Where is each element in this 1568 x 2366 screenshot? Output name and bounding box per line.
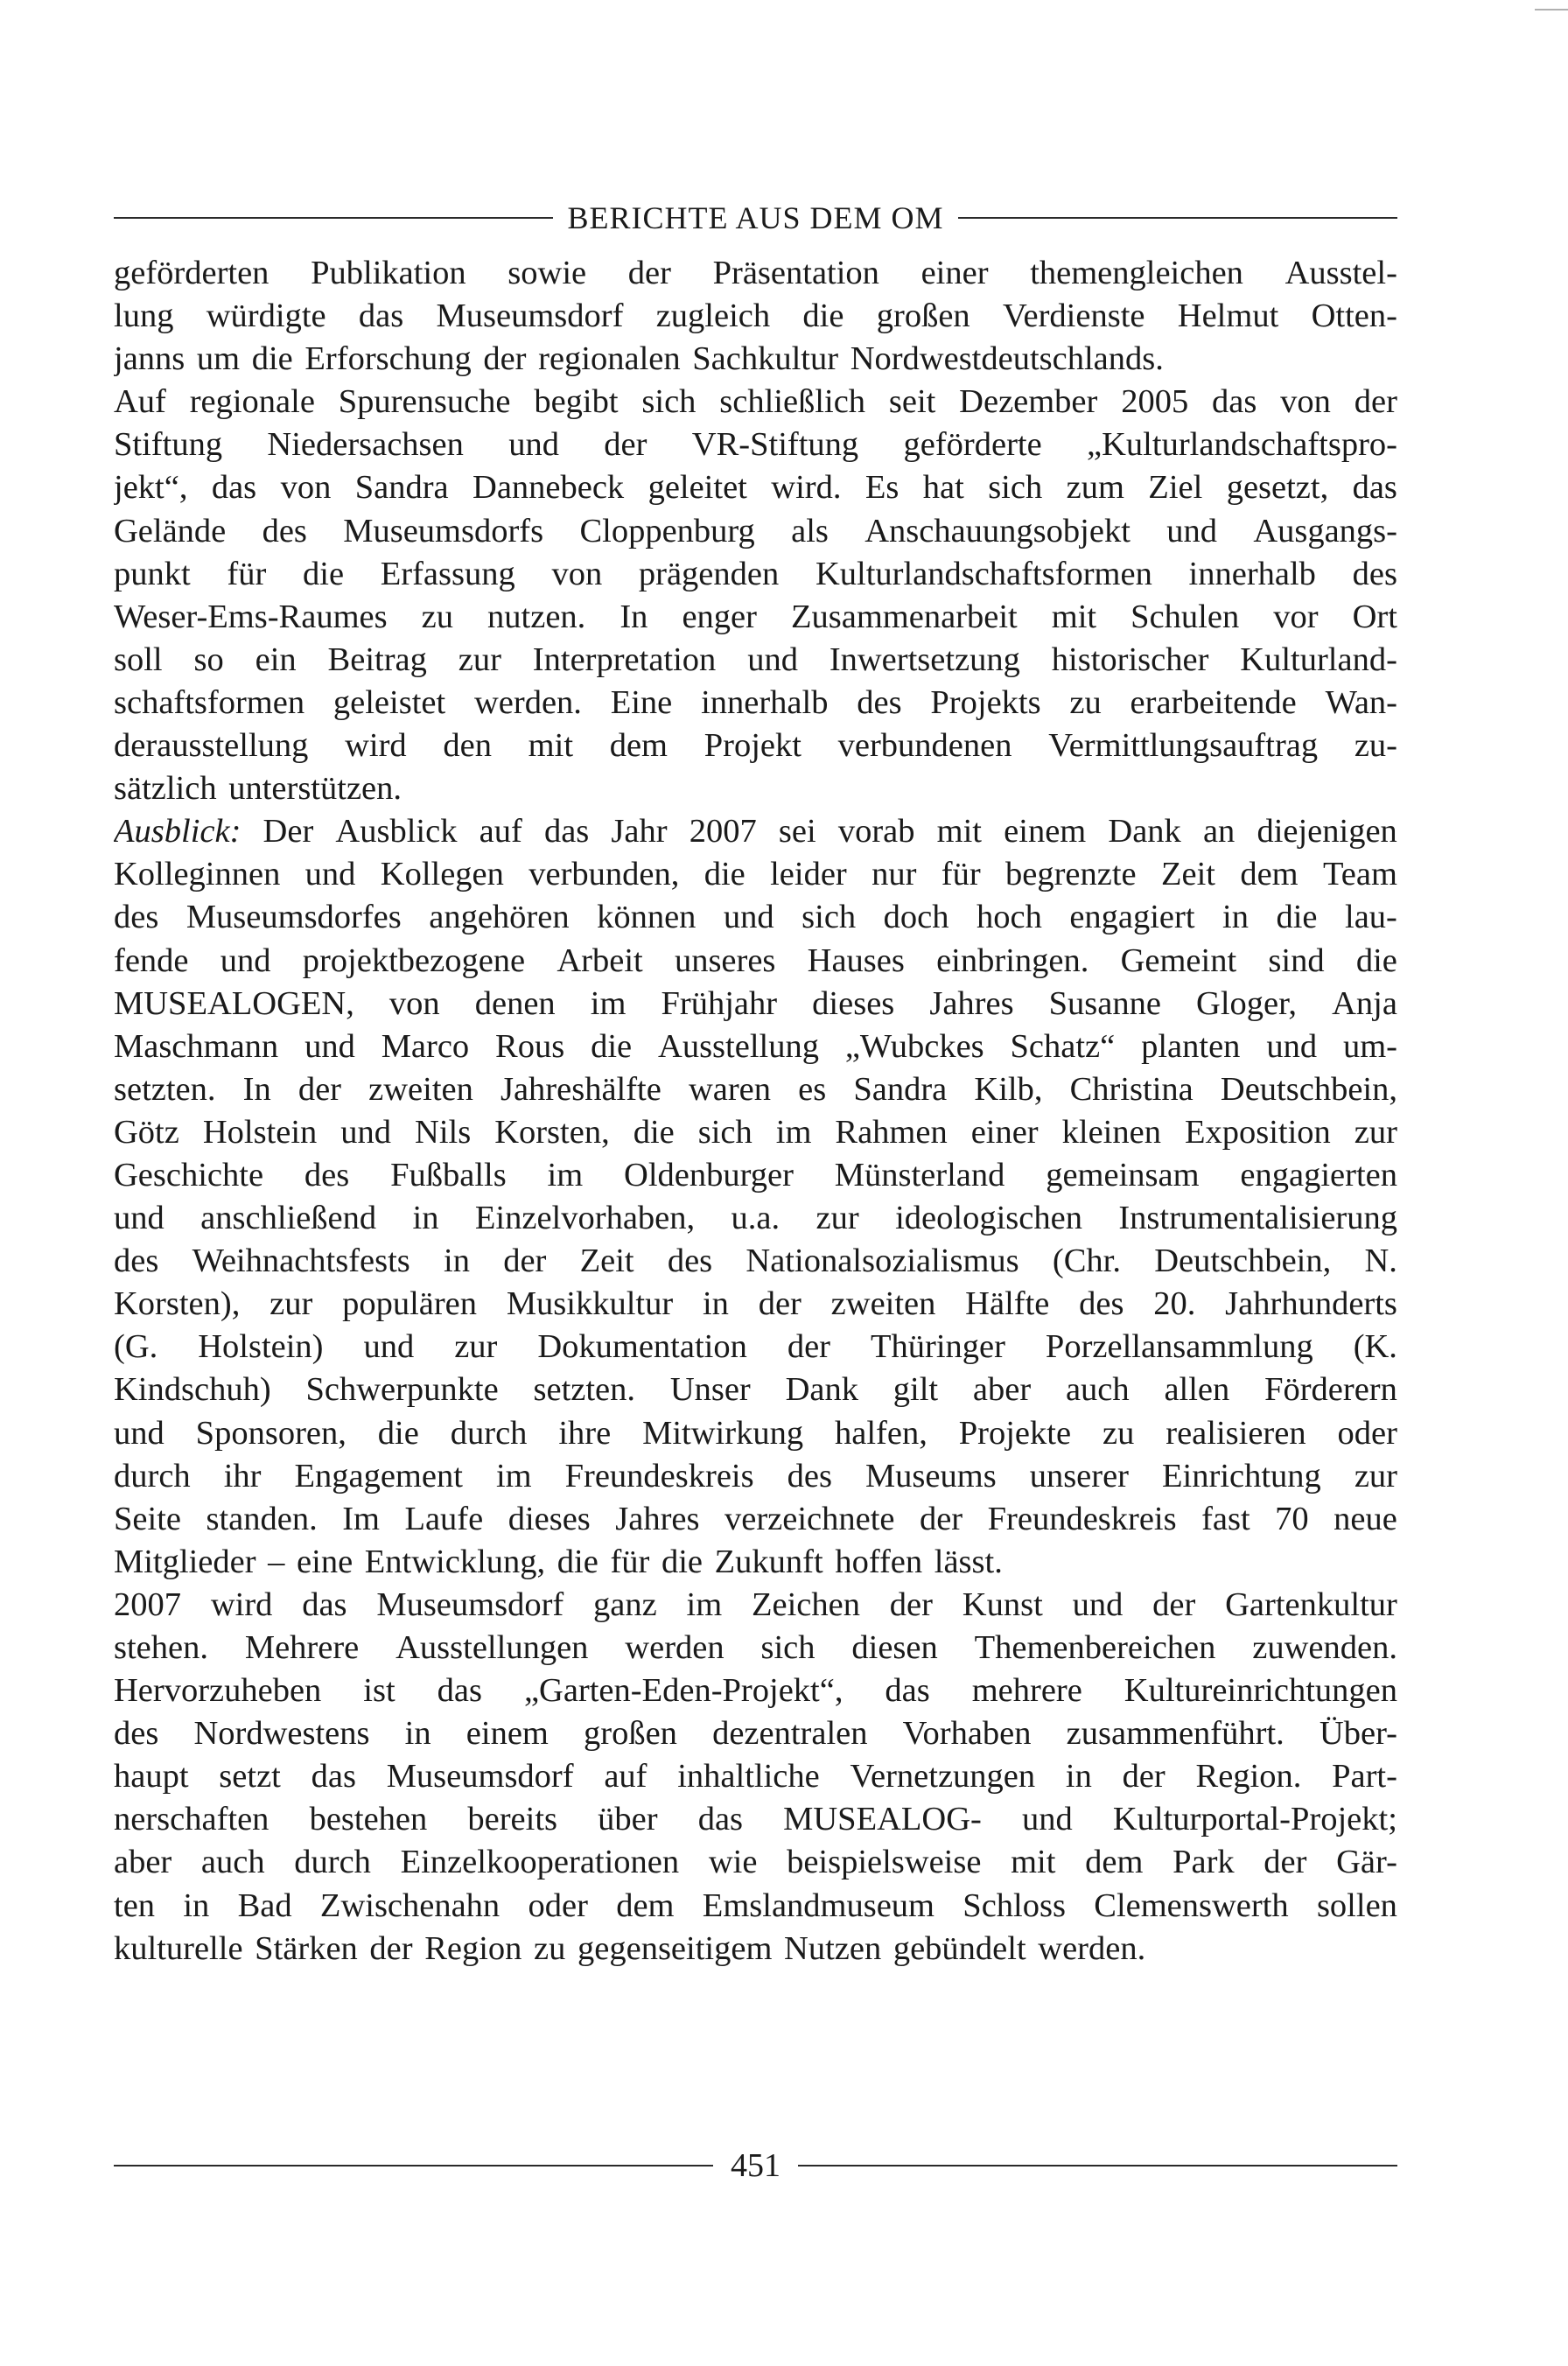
footer-rule-left [114,2165,713,2166]
text-line: setzten. In der zweiten Jahreshälfte waren es Sandra Kilb, Christina Deutschbein, [114,1070,1397,1108]
text-line: Kindschuh) Schwerpunkte setzten. Unser Dank gilt aber auch allen Förderern [114,1371,1397,1409]
text-line: sätzlich unterstützen. [114,770,402,808]
text-line: Kolleginnen und Kollegen verbunden, die leider nur für begrenzte Zeit dem Team [114,856,1397,893]
header-rule-right [958,217,1397,219]
text-line: janns um die Erforschung der regionalen Sachkultur Nordwestdeutschlands. [114,340,1164,378]
text-line: lung würdigte das Museumsdorf zugleich die großen Verdienste Helmut Otten- [114,298,1397,335]
text-line: ten in Bad Zwischenahn oder dem Emslandmuseum Schloss Clemenswerth sollen [114,1886,1397,1924]
text-line: Geschichte des Fußballs im Oldenburger Münsterland gemeinsam engagierten [114,1156,1397,1194]
text-line: soll so ein Beitrag zur Interpretation und Inwertsetzung historischer Kulturland- [114,640,1397,678]
text-line: nerschaften bestehen bereits über das MUSEALOG- und Kulturportal-Projekt; [114,1801,1397,1838]
text-line: Hervorzuheben ist das „Garten-Eden-Projekt“, das mehrere Kultureinrichtungen [114,1672,1397,1710]
text-line: Ausblick: Der Ausblick auf das Jahr 2007 sei vorab mit einem Dank an diejenigen [114,813,1397,850]
text-line: Götz Holstein und Nils Korsten, die sich im Rahmen einer kleinen Exposition zur [114,1113,1397,1151]
text-line: Auf regionale Spurensuche begibt sich schließlich seit Dezember 2005 das von der [114,383,1397,421]
text-line: Mitglieder – eine Entwicklung, die für die Zukunft hoffen lässt. [114,1543,1003,1580]
text-line: und Sponsoren, die durch ihre Mitwirkung halfen, Projekte zu realisieren oder [114,1414,1397,1452]
text-line: jekt“, das von Sandra Dannebeck geleitet wird. Es hat sich zum Ziel gesetzt, das [114,469,1397,507]
text-line: Maschmann und Marco Rous die Ausstellung „Wubckes Schatz“ planten und um- [114,1027,1397,1065]
header-rule-left [114,217,553,219]
text-line: (G. Holstein) und zur Dokumentation der Thüringer Porzellansammlung (K. [114,1328,1397,1366]
page-corner-mark [1535,9,1568,10]
text-line: Gelände des Museumsdorfs Cloppenburg als Anschauungsobjekt und Ausgangs- [114,512,1397,550]
text-line: des Weihnachtsfests in der Zeit des Nationalsozialismus (Chr. Deutschbein, N. [114,1242,1397,1280]
text-line: MUSEALOGEN, von denen im Frühjahr dieses Jahres Susanne Gloger, Anja [114,984,1397,1022]
text-line: schaftsformen geleistet werden. Eine innerhalb des Projekts zu erarbeitende Wan- [114,683,1397,721]
text-line: des Nordwestens in einem großen dezentralen Vorhaben zusammenführt. Über- [114,1715,1397,1753]
text-line: stehen. Mehrere Ausstellungen werden sich diesen Themenbereichen zuwenden. [114,1629,1397,1666]
text-line: haupt setzt das Museumsdorf auf inhaltliche Vernetzungen in der Region. Part- [114,1758,1397,1796]
text-line: Seite standen. Im Laufe dieses Jahres verzeichnete der Freundeskreis fast 70 neue [114,1500,1397,1537]
text-line: und anschließend in Einzelvorhaben, u.a. zur ideologischen Instrumentalisierung [114,1200,1397,1237]
text-line: durch ihr Engagement im Freundeskreis des Museums unserer Einrichtung zur [114,1457,1397,1494]
text-line: punkt für die Erfassung von prägenden Kulturlandschaftsformen innerhalb des [114,555,1397,592]
page-number: 451 [731,2147,780,2184]
footer-rule-right [798,2165,1397,2166]
text-line: aber auch durch Einzelkooperationen wie beispielsweise mit dem Park der Gär- [114,1844,1397,1881]
text-line: Stiftung Niedersachsen und der VR-Stiftung geförderte „Kulturlandschaftspro- [114,426,1397,464]
text-line: Weser-Ems-Raumes zu nutzen. In enger Zusammenarbeit mit Schulen vor Ort [114,598,1397,635]
body-text [114,252,1397,1970]
text-line: Korsten), zur populären Musikkultur in der zweiten Hälfte des 20. Jahrhunderts [114,1285,1397,1323]
text-line: kulturelle Stärken der Region zu gegenseitigem Nutzen gebündelt werden. [114,1929,1146,1967]
text-line: geförderten Publikation sowie der Präsentation einer themengleichen Ausstel- [114,255,1397,291]
text-line: fende und projektbezogene Arbeit unseres Hauses einbringen. Gemeint sind die [114,942,1397,979]
text-line: des Museumsdorfes angehören können und sich doch hoch engagiert in die lau- [114,899,1397,936]
text-line: derausstellung wird den mit dem Projekt verbundenen Vermittlungsauftrag zu- [114,727,1397,765]
page-footer [114,2139,1397,2192]
running-head-title: BERICHTE AUS DEM OM [567,200,944,235]
text-line: 2007 wird das Museumsdorf ganz im Zeichen der Kunst und der Gartenkultur [114,1586,1397,1623]
running-header [114,192,1397,244]
